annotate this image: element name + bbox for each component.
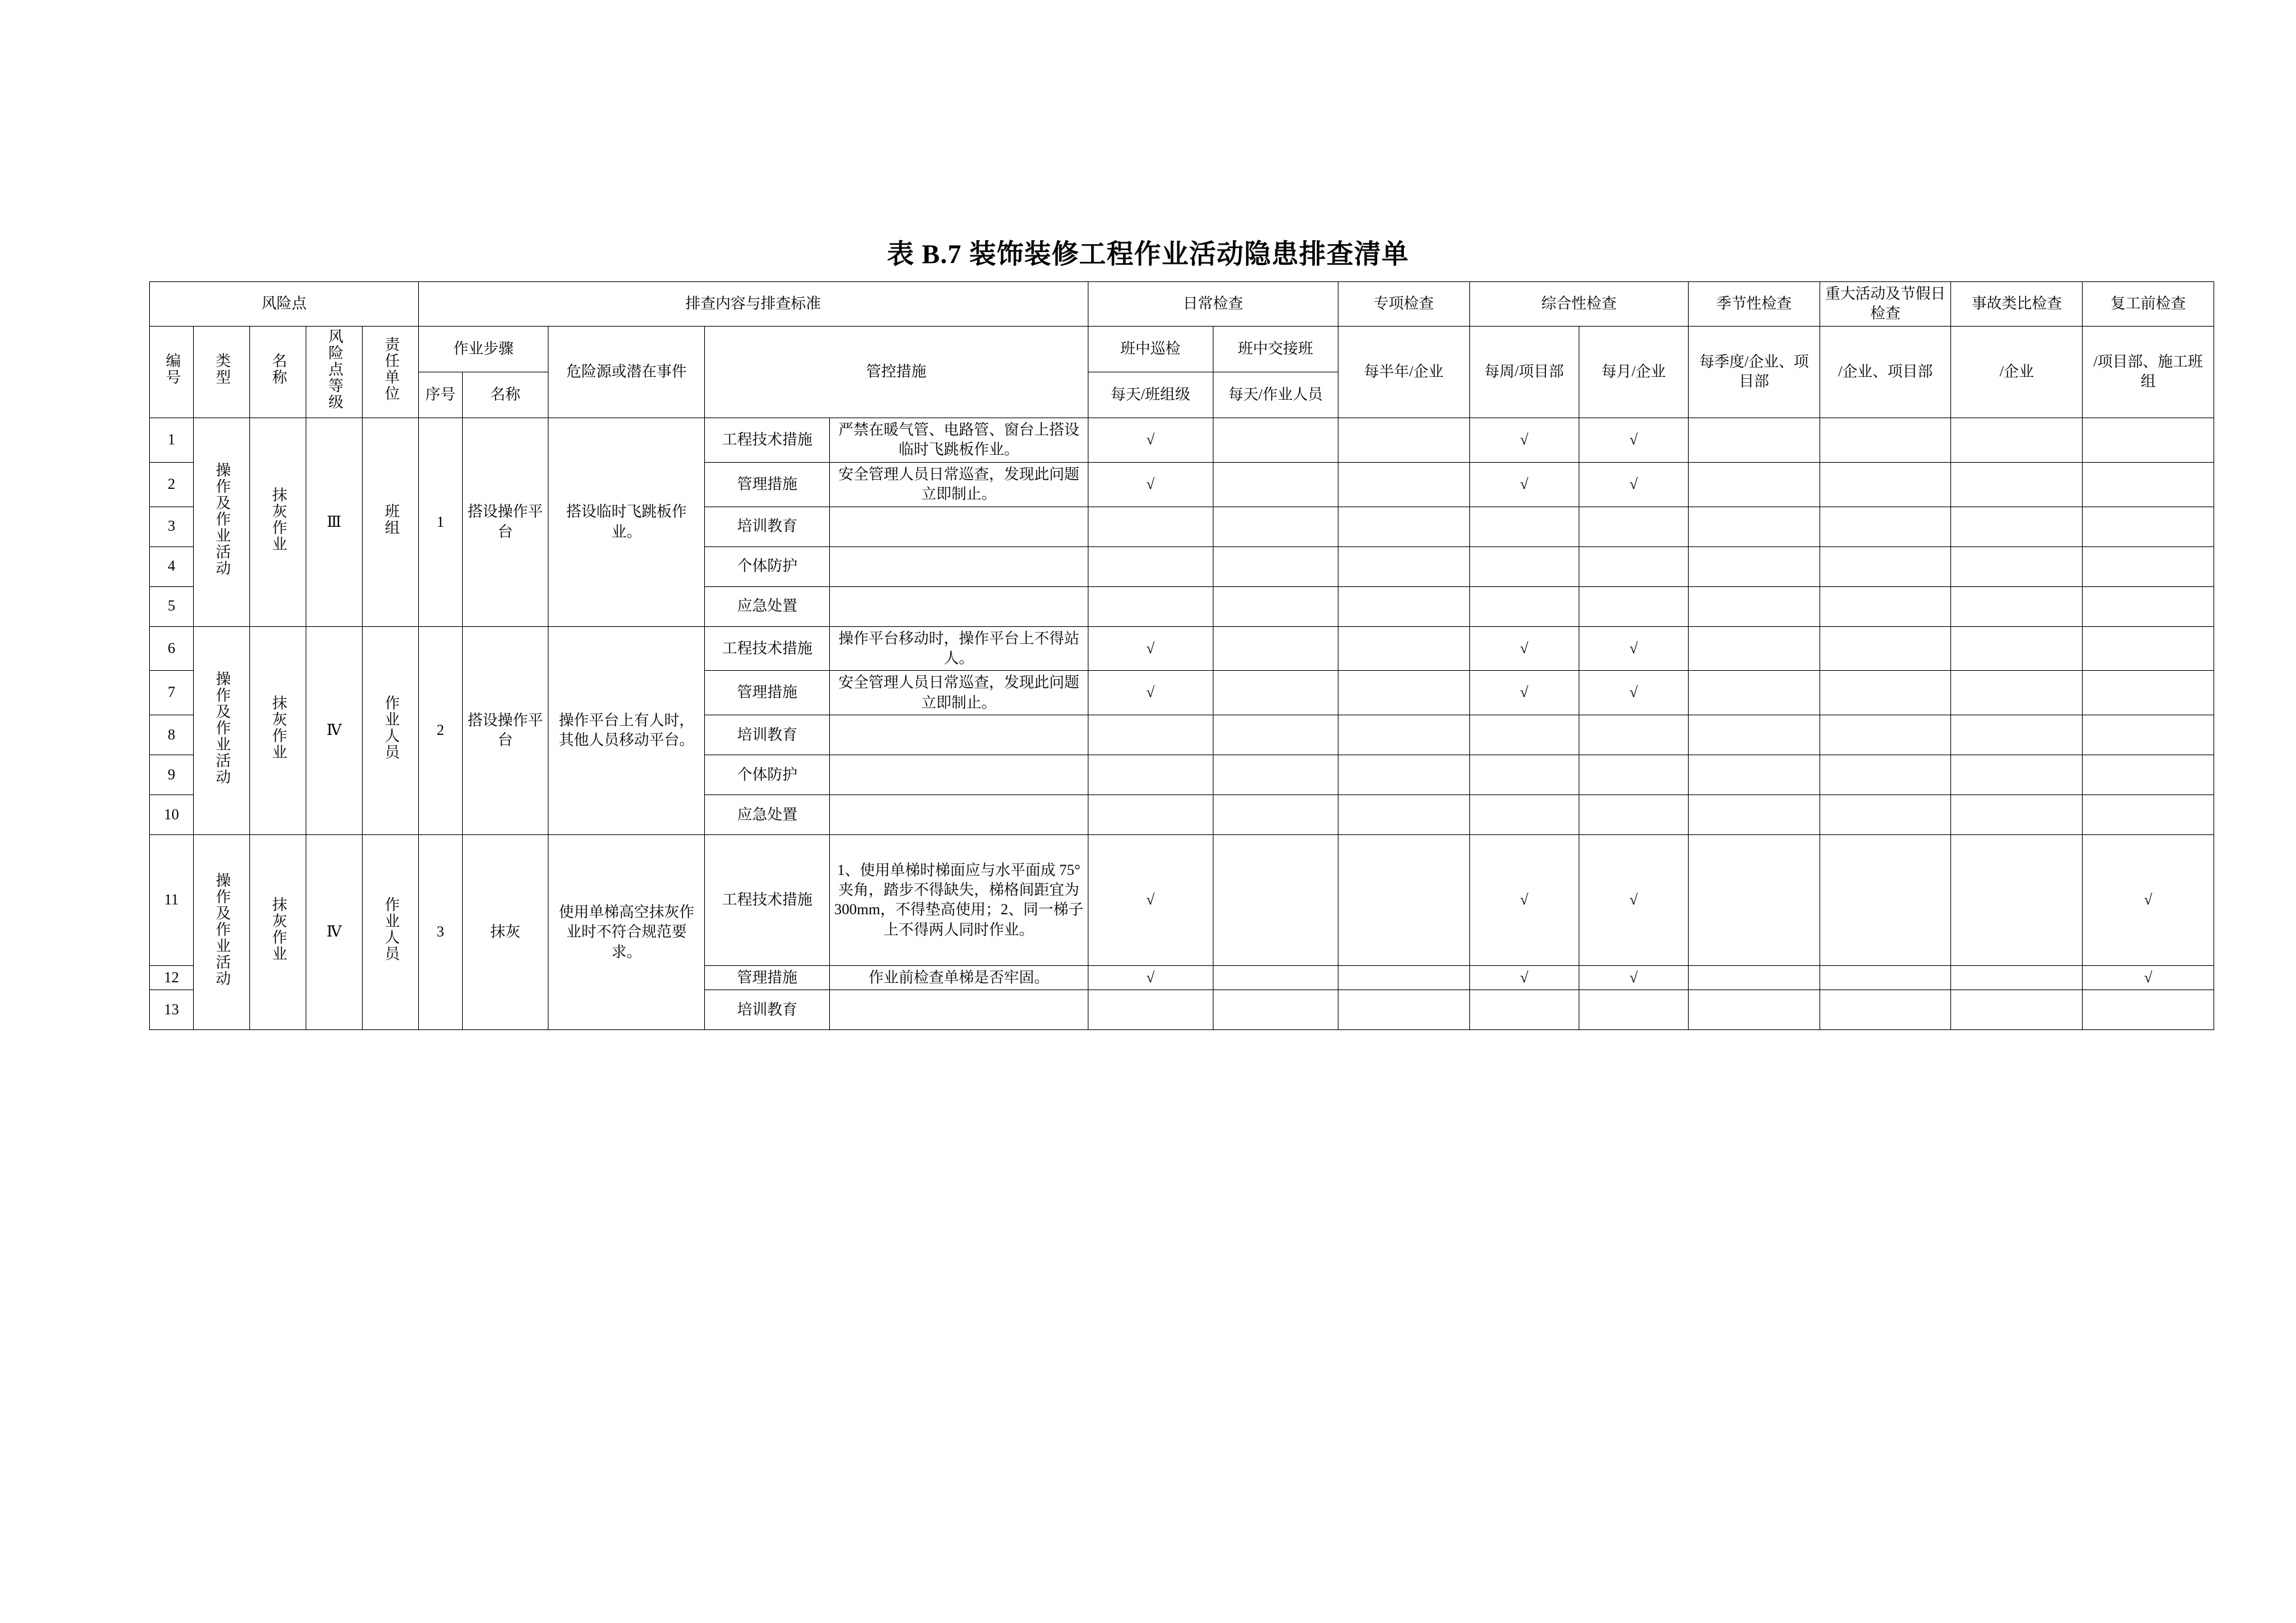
header-col-shift: 班中交接班: [1213, 326, 1338, 372]
header-col-no: 编号: [150, 326, 194, 418]
cell-check-seasonal: [1689, 755, 1820, 794]
cell-hazard: 使用单梯高空抹灰作业时不符合规范要求。: [548, 834, 705, 1029]
cell-check-seasonal: [1689, 507, 1820, 546]
cell-check-accident: [1951, 671, 2083, 715]
page-title: 表 B.7 装饰装修工程作业活动隐患排查清单: [887, 239, 1409, 269]
cell-no: 11: [150, 834, 194, 965]
cell-check-special: [1338, 586, 1469, 626]
cell-check-monthly: [1579, 715, 1688, 755]
header-group-content: 排查内容与排查标准: [418, 282, 1088, 327]
cell-check-accident: [1951, 586, 2083, 626]
cell-risk-level: Ⅳ: [306, 626, 362, 834]
cell-control-text: [830, 755, 1088, 794]
cell-check-shift: [1213, 626, 1338, 671]
header-group-steps: 作业步骤: [418, 326, 548, 372]
cell-responsible: 班组: [362, 418, 418, 626]
cell-check-resume: [2083, 418, 2214, 463]
cell-check-accident: [1951, 546, 2083, 586]
cell-check-special: [1338, 671, 1469, 715]
cell-check-special: [1338, 990, 1469, 1030]
cell-check-accident: [1951, 794, 2083, 834]
header-group-accident: 事故类比检查: [1951, 282, 2083, 327]
header-group-special: 专项检查: [1338, 282, 1469, 327]
header-freq-major: /企业、项目部: [1820, 326, 1951, 418]
cell-check-resume: [2083, 586, 2214, 626]
header-col-responsible: 责任单位: [362, 326, 418, 418]
cell-check-resume: [2083, 462, 2214, 507]
cell-check-special: [1338, 462, 1469, 507]
cell-responsible: 作业人员: [362, 834, 418, 1029]
header-col-risk-level: 风险点等级: [306, 326, 362, 418]
cell-check-seasonal: [1689, 834, 1820, 965]
cell-check-special: [1338, 715, 1469, 755]
cell-check-shift: [1213, 462, 1338, 507]
cell-no: 7: [150, 671, 194, 715]
cell-check-major: [1820, 834, 1951, 965]
cell-risk-name: 抹灰作业: [249, 418, 306, 626]
cell-no: 2: [150, 462, 194, 507]
cell-no: 10: [150, 794, 194, 834]
cell-control-type: 个体防护: [705, 546, 830, 586]
cell-check-seasonal: [1689, 586, 1820, 626]
cell-risk-name: 抹灰作业: [249, 834, 306, 1029]
cell-check-accident: [1951, 626, 2083, 671]
cell-check-seasonal: [1689, 715, 1820, 755]
cell-check-shift: [1213, 507, 1338, 546]
cell-check-monthly: √: [1579, 462, 1688, 507]
cell-type: 操作及作业活动: [193, 834, 249, 1029]
cell-check-monthly: √: [1579, 834, 1688, 965]
cell-check-special: [1338, 834, 1469, 965]
cell-check-seasonal: [1689, 418, 1820, 463]
cell-check-monthly: [1579, 507, 1688, 546]
cell-check-weekly: [1469, 990, 1579, 1030]
cell-no: 8: [150, 715, 194, 755]
cell-control-type: 管理措施: [705, 462, 830, 507]
header-freq-seasonal: 每季度/企业、项目部: [1689, 326, 1820, 418]
cell-check-weekly: √: [1469, 834, 1579, 965]
cell-check-monthly: √: [1579, 418, 1688, 463]
cell-step-no: 3: [418, 834, 462, 1029]
cell-control-type: 管理措施: [705, 671, 830, 715]
cell-control-text: [830, 507, 1088, 546]
header-col-step-name: 名称: [462, 372, 548, 418]
cell-responsible: 作业人员: [362, 626, 418, 834]
cell-control-type: 培训教育: [705, 715, 830, 755]
cell-check-seasonal: [1689, 546, 1820, 586]
header-freq-special: 每半年/企业: [1338, 326, 1469, 418]
cell-check-resume: [2083, 990, 2214, 1030]
cell-check-accident: [1951, 990, 2083, 1030]
cell-step-name: 抹灰: [462, 834, 548, 1029]
cell-no: 13: [150, 990, 194, 1030]
cell-check-seasonal: [1689, 794, 1820, 834]
checklist-table: [149, 281, 2214, 1030]
table-row: [150, 834, 2214, 965]
cell-check-accident: [1951, 755, 2083, 794]
cell-control-text: [830, 794, 1088, 834]
cell-no: 1: [150, 418, 194, 463]
cell-check-resume: [2083, 507, 2214, 546]
cell-no: 5: [150, 586, 194, 626]
cell-check-shift: [1213, 794, 1338, 834]
cell-check-major: [1820, 546, 1951, 586]
cell-check-patrol: [1088, 507, 1213, 546]
cell-control-type: 应急处置: [705, 586, 830, 626]
cell-control-text: 1、使用单梯时梯面应与水平面成 75°夹角，踏步不得缺失，梯格间距宜为 300mm，不得垫高使用；2、同一梯子上不得两人同时作业。: [830, 834, 1088, 965]
cell-check-resume: [2083, 546, 2214, 586]
cell-check-patrol: √: [1088, 671, 1213, 715]
cell-check-patrol: √: [1088, 462, 1213, 507]
header-group-seasonal: 季节性检查: [1689, 282, 1820, 327]
cell-control-type: 应急处置: [705, 794, 830, 834]
cell-risk-name: 抹灰作业: [249, 626, 306, 834]
cell-check-shift: [1213, 965, 1338, 990]
cell-check-weekly: [1469, 546, 1579, 586]
cell-control-text: 安全管理人员日常巡查，发现此问题立即制止。: [830, 462, 1088, 507]
cell-check-monthly: √: [1579, 626, 1688, 671]
cell-check-monthly: [1579, 586, 1688, 626]
cell-control-type: 培训教育: [705, 507, 830, 546]
checklist-table-wrapper: [149, 281, 2214, 1030]
header-group-resume: 复工前检查: [2083, 282, 2214, 327]
cell-risk-level: Ⅳ: [306, 834, 362, 1029]
cell-control-type: 培训教育: [705, 990, 830, 1030]
cell-check-special: [1338, 626, 1469, 671]
header-col-patrol: 班中巡检: [1088, 326, 1213, 372]
cell-check-major: [1820, 462, 1951, 507]
header-group-daily: 日常检查: [1088, 282, 1338, 327]
cell-check-patrol: √: [1088, 965, 1213, 990]
cell-check-special: [1338, 755, 1469, 794]
cell-check-shift: [1213, 586, 1338, 626]
table-row: [150, 418, 2214, 463]
cell-check-weekly: [1469, 715, 1579, 755]
cell-step-name: 搭设操作平台: [462, 626, 548, 834]
cell-check-weekly: [1469, 507, 1579, 546]
cell-check-patrol: [1088, 794, 1213, 834]
cell-check-resume: [2083, 626, 2214, 671]
header-group-major-holiday: 重大活动及节假日检查: [1820, 282, 1951, 327]
cell-check-weekly: [1469, 755, 1579, 794]
cell-check-major: [1820, 507, 1951, 546]
cell-no: 4: [150, 546, 194, 586]
cell-risk-level: Ⅲ: [306, 418, 362, 626]
cell-check-seasonal: [1689, 671, 1820, 715]
cell-control-text: 安全管理人员日常巡查，发现此问题立即制止。: [830, 671, 1088, 715]
cell-control-text: [830, 715, 1088, 755]
cell-check-accident: [1951, 462, 2083, 507]
cell-check-patrol: √: [1088, 418, 1213, 463]
cell-check-resume: [2083, 794, 2214, 834]
header-freq-accident: /企业: [1951, 326, 2083, 418]
cell-check-seasonal: [1689, 462, 1820, 507]
cell-check-patrol: [1088, 586, 1213, 626]
cell-check-special: [1338, 965, 1469, 990]
header-freq-comp-weekly: 每周/项目部: [1469, 326, 1579, 418]
cell-check-monthly: [1579, 794, 1688, 834]
cell-check-resume: √: [2083, 965, 2214, 990]
cell-control-text: 严禁在暖气管、电路管、窗台上搭设临时飞跳板作业。: [830, 418, 1088, 463]
cell-check-accident: [1951, 507, 2083, 546]
cell-check-resume: [2083, 671, 2214, 715]
cell-check-resume: [2083, 715, 2214, 755]
cell-check-weekly: √: [1469, 626, 1579, 671]
cell-check-patrol: [1088, 715, 1213, 755]
header-group-comprehensive: 综合性检查: [1469, 282, 1689, 327]
cell-check-patrol: √: [1088, 626, 1213, 671]
cell-check-major: [1820, 418, 1951, 463]
cell-check-shift: [1213, 671, 1338, 715]
cell-no: 12: [150, 965, 194, 990]
cell-control-type: 管理措施: [705, 965, 830, 990]
cell-no: 3: [150, 507, 194, 546]
cell-check-shift: [1213, 990, 1338, 1030]
cell-no: 6: [150, 626, 194, 671]
cell-check-special: [1338, 418, 1469, 463]
cell-check-monthly: √: [1579, 671, 1688, 715]
cell-type: 操作及作业活动: [193, 418, 249, 626]
cell-control-text: 作业前检查单梯是否牢固。: [830, 965, 1088, 990]
cell-check-major: [1820, 794, 1951, 834]
cell-check-major: [1820, 965, 1951, 990]
cell-check-weekly: √: [1469, 462, 1579, 507]
cell-check-resume: [2083, 755, 2214, 794]
cell-check-special: [1338, 794, 1469, 834]
cell-check-monthly: [1579, 546, 1688, 586]
cell-step-no: 2: [418, 626, 462, 834]
header-freq-patrol: 每天/班组级: [1088, 372, 1213, 418]
cell-check-monthly: [1579, 990, 1688, 1030]
cell-check-weekly: [1469, 586, 1579, 626]
cell-check-accident: [1951, 418, 2083, 463]
cell-check-major: [1820, 626, 1951, 671]
cell-check-seasonal: [1689, 965, 1820, 990]
header-col-step-no: 序号: [418, 372, 462, 418]
cell-check-special: [1338, 507, 1469, 546]
cell-step-no: 1: [418, 418, 462, 626]
cell-check-shift: [1213, 546, 1338, 586]
cell-no: 9: [150, 755, 194, 794]
header-col-hazard: 危险源或潜在事件: [548, 326, 705, 418]
header-col-name: 名称: [249, 326, 306, 418]
cell-check-shift: [1213, 834, 1338, 965]
cell-check-patrol: [1088, 990, 1213, 1030]
cell-check-patrol: [1088, 546, 1213, 586]
cell-check-weekly: √: [1469, 965, 1579, 990]
cell-control-text: [830, 990, 1088, 1030]
cell-control-text: 操作平台移动时，操作平台上不得站人。: [830, 626, 1088, 671]
cell-check-seasonal: [1689, 626, 1820, 671]
cell-check-major: [1820, 715, 1951, 755]
cell-check-major: [1820, 755, 1951, 794]
cell-check-shift: [1213, 755, 1338, 794]
header-freq-shift: 每天/作业人员: [1213, 372, 1338, 418]
cell-check-major: [1820, 586, 1951, 626]
cell-control-type: 工程技术措施: [705, 834, 830, 965]
cell-hazard: 搭设临时飞跳板作业。: [548, 418, 705, 626]
cell-check-shift: [1213, 418, 1338, 463]
cell-check-weekly: [1469, 794, 1579, 834]
cell-check-weekly: √: [1469, 418, 1579, 463]
cell-check-resume: √: [2083, 834, 2214, 965]
cell-check-seasonal: [1689, 990, 1820, 1030]
header-freq-comp-monthly: 每月/企业: [1579, 326, 1688, 418]
cell-check-special: [1338, 546, 1469, 586]
cell-check-accident: [1951, 965, 2083, 990]
header-col-type: 类型: [193, 326, 249, 418]
cell-step-name: 搭设操作平台: [462, 418, 548, 626]
cell-control-text: [830, 546, 1088, 586]
cell-control-type: 个体防护: [705, 755, 830, 794]
cell-check-accident: [1951, 834, 2083, 965]
cell-check-patrol: [1088, 755, 1213, 794]
cell-type: 操作及作业活动: [193, 626, 249, 834]
header-col-control: 管控措施: [705, 326, 1088, 418]
header-freq-resume: /项目部、施工班组: [2083, 326, 2214, 418]
cell-check-major: [1820, 990, 1951, 1030]
table-row: [150, 626, 2214, 671]
cell-check-shift: [1213, 715, 1338, 755]
cell-check-accident: [1951, 715, 2083, 755]
cell-hazard: 操作平台上有人时，其他人员移动平台。: [548, 626, 705, 834]
cell-check-weekly: √: [1469, 671, 1579, 715]
cell-check-monthly: [1579, 755, 1688, 794]
header-group-risk-point: 风险点: [150, 282, 419, 327]
cell-check-patrol: √: [1088, 834, 1213, 965]
cell-control-type: 工程技术措施: [705, 626, 830, 671]
cell-control-text: [830, 586, 1088, 626]
cell-check-monthly: √: [1579, 965, 1688, 990]
cell-control-type: 工程技术措施: [705, 418, 830, 463]
header-row-subcols: [150, 326, 2214, 372]
cell-check-major: [1820, 671, 1951, 715]
